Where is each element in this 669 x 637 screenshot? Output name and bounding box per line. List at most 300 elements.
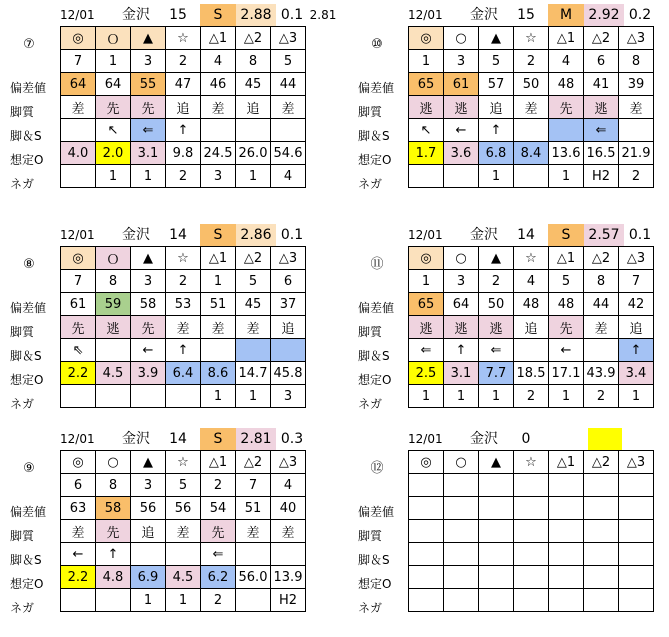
cell: 21.9 — [619, 142, 654, 165]
cell: 4.5 — [166, 566, 201, 589]
cell — [619, 119, 654, 142]
cell: 1 — [549, 385, 584, 408]
cell: 64 — [96, 73, 131, 96]
race-number: ⑩ — [371, 37, 383, 52]
race-number: ⑫ — [370, 461, 384, 476]
cell — [619, 566, 654, 589]
row-label-dev: 偏差値 — [358, 301, 395, 315]
row-label-nega: ネガ — [358, 177, 383, 191]
cell: 56 — [131, 497, 166, 520]
row-label-odds: 想定O — [358, 373, 392, 387]
cell: ○ — [444, 247, 479, 270]
cell: 追 — [166, 96, 201, 119]
dev-row — [409, 497, 654, 520]
cell — [444, 497, 479, 520]
race-score — [588, 428, 622, 450]
row-label-arrow: 脚＆S — [358, 349, 390, 363]
cell — [444, 589, 479, 612]
cell: 8.4 — [514, 142, 549, 165]
cell: 42 — [619, 293, 654, 316]
row-label-dev: 偏差値 — [358, 505, 395, 519]
cell — [236, 339, 271, 362]
cell: 5 — [549, 270, 584, 293]
cell: 40 — [271, 497, 306, 520]
cell: 1 — [409, 270, 444, 293]
cell: 6.9 — [131, 566, 166, 589]
symbol-row — [61, 451, 306, 474]
row-label-nega: ネガ — [358, 601, 383, 615]
nega-row — [409, 385, 654, 408]
prediction-grid — [60, 450, 306, 612]
cell — [514, 566, 549, 589]
cell: 5 — [271, 50, 306, 73]
style-row — [409, 96, 654, 119]
cell: 48 — [514, 293, 549, 316]
race-header — [60, 4, 380, 26]
cell — [131, 385, 166, 408]
number-row — [409, 50, 654, 73]
odds-row — [409, 142, 654, 165]
cell: 1 — [619, 385, 654, 408]
cell: 57 — [479, 73, 514, 96]
cell: ← — [131, 339, 166, 362]
cell: 5 — [166, 474, 201, 497]
cell — [409, 589, 444, 612]
row-label-style: 脚質 — [358, 325, 383, 339]
cell: 2 — [514, 50, 549, 73]
runner-count: 14 — [517, 227, 535, 243]
cell: 26.0 — [236, 142, 271, 165]
row-label-nega: ネガ — [10, 177, 35, 191]
nega-row — [409, 589, 654, 612]
cell — [514, 497, 549, 520]
cell: 追 — [619, 316, 654, 339]
cell: 13.6 — [549, 142, 584, 165]
cell: 逃 — [409, 96, 444, 119]
cell: △1 — [201, 451, 236, 474]
cell — [549, 589, 584, 612]
nega-row — [61, 165, 306, 188]
cell: ↑ — [619, 339, 654, 362]
cell: 4 — [514, 270, 549, 293]
cell — [584, 543, 619, 566]
cell: ↖ — [409, 119, 444, 142]
row-label-arrow: 脚＆S — [10, 553, 42, 567]
cell: 43.9 — [584, 362, 619, 385]
nega-row — [61, 589, 306, 612]
cell: ↑ — [96, 543, 131, 566]
cell — [271, 543, 306, 566]
cell: 先 — [131, 96, 166, 119]
race-header — [408, 428, 669, 450]
cell: 3 — [131, 474, 166, 497]
row-label-nega: ネガ — [10, 601, 35, 615]
style-row — [61, 520, 306, 543]
cell: ○ — [444, 27, 479, 50]
cell — [61, 165, 96, 188]
cell — [514, 543, 549, 566]
panel-10 — [358, 4, 669, 204]
cell — [549, 520, 584, 543]
symbol-row — [409, 451, 654, 474]
cell: 24.5 — [201, 142, 236, 165]
runner-count: 14 — [169, 431, 187, 447]
cell — [479, 497, 514, 520]
race-header — [408, 4, 669, 26]
cell — [514, 119, 549, 142]
nega-row — [409, 165, 654, 188]
cell: 64 — [444, 293, 479, 316]
cell: ☆ — [514, 27, 549, 50]
cell: 1 — [96, 50, 131, 73]
cell: 6.8 — [479, 142, 514, 165]
cell: 先 — [549, 96, 584, 119]
arrow-row — [61, 339, 306, 362]
cell: 61 — [61, 293, 96, 316]
row-label-odds: 想定O — [10, 153, 44, 167]
cell: △1 — [549, 247, 584, 270]
cell: 55 — [131, 73, 166, 96]
cell: ▲ — [479, 27, 514, 50]
cell — [444, 520, 479, 543]
cell: 1 — [131, 165, 166, 188]
cell: ☆ — [166, 27, 201, 50]
panel-9 — [10, 428, 370, 628]
nega-row — [61, 385, 306, 408]
cell: 追 — [514, 316, 549, 339]
cell — [479, 589, 514, 612]
cell — [619, 589, 654, 612]
cell: 1 — [409, 385, 444, 408]
cell: 差 — [271, 520, 306, 543]
cell: △2 — [236, 247, 271, 270]
cell: 差 — [166, 316, 201, 339]
cell: 63 — [61, 497, 96, 520]
cell: 3.1 — [131, 142, 166, 165]
cell: ↑ — [444, 339, 479, 362]
cell: 差 — [584, 316, 619, 339]
cell: 差 — [61, 96, 96, 119]
cell: 差 — [271, 96, 306, 119]
cell: ▲ — [479, 247, 514, 270]
cell: △2 — [584, 27, 619, 50]
cell: 50 — [479, 293, 514, 316]
cell: 59 — [96, 293, 131, 316]
cell: 45 — [236, 73, 271, 96]
cell: ☆ — [166, 247, 201, 270]
cell: 3 — [444, 50, 479, 73]
runner-count: 14 — [169, 227, 187, 243]
cell: 逃 — [444, 316, 479, 339]
cell: 41 — [584, 73, 619, 96]
cell: 2.0 — [96, 142, 131, 165]
cell: 44 — [271, 73, 306, 96]
cell — [236, 543, 271, 566]
row-label-dev: 偏差値 — [10, 81, 47, 95]
cell: 3 — [131, 50, 166, 73]
race-venue: 金沢 — [470, 7, 498, 23]
number-row — [61, 474, 306, 497]
race-header — [408, 224, 669, 246]
score-diff: 0.1 — [628, 227, 652, 243]
cell: 逃 — [444, 96, 479, 119]
grade-badge: S — [548, 224, 584, 246]
cell: 先 — [549, 316, 584, 339]
number-row — [409, 474, 654, 497]
cell: 逃 — [584, 96, 619, 119]
race-number: ⑦ — [23, 37, 35, 52]
cell: ▲ — [479, 451, 514, 474]
cell — [61, 119, 96, 142]
cell: 39 — [619, 73, 654, 96]
cell: 47 — [166, 73, 201, 96]
cell — [409, 474, 444, 497]
symbol-row — [409, 247, 654, 270]
cell: 2 — [166, 165, 201, 188]
cell: 9.8 — [166, 142, 201, 165]
cell: △2 — [236, 451, 271, 474]
runner-count: 15 — [169, 7, 187, 23]
cell — [409, 566, 444, 589]
runner-count: 0 — [521, 431, 531, 447]
cell — [444, 566, 479, 589]
cell: 8.6 — [201, 362, 236, 385]
cell — [619, 497, 654, 520]
cell — [409, 543, 444, 566]
cell: 1 — [236, 385, 271, 408]
cell: 逃 — [96, 316, 131, 339]
row-label-odds: 想定O — [10, 373, 44, 387]
cell: ← — [61, 543, 96, 566]
cell: △3 — [619, 247, 654, 270]
cell — [444, 474, 479, 497]
cell — [549, 497, 584, 520]
cell — [514, 474, 549, 497]
cell: △3 — [271, 451, 306, 474]
style-row — [61, 96, 306, 119]
row-label-style: 脚質 — [358, 105, 383, 119]
cell: ⇐ — [409, 339, 444, 362]
cell — [619, 474, 654, 497]
cell: ◎ — [61, 451, 96, 474]
row-label-arrow: 脚＆S — [10, 129, 42, 143]
prediction-grid — [408, 246, 654, 408]
cell: 先 — [96, 96, 131, 119]
prediction-grid — [408, 26, 654, 188]
cell: 4 — [271, 165, 306, 188]
cell: △2 — [584, 451, 619, 474]
cell: 13.9 — [271, 566, 306, 589]
symbol-row — [409, 27, 654, 50]
odds-row — [409, 362, 654, 385]
cell: 差 — [236, 316, 271, 339]
cell: ☆ — [166, 451, 201, 474]
grade-badge: M — [548, 4, 584, 26]
cell: 1 — [166, 589, 201, 612]
cell — [479, 520, 514, 543]
cell — [619, 520, 654, 543]
cell: H2 — [584, 165, 619, 188]
cell — [514, 165, 549, 188]
cell: ▲ — [131, 451, 166, 474]
number-row — [61, 50, 306, 73]
cell: △3 — [271, 247, 306, 270]
race-header — [60, 224, 380, 246]
grade-badge: S — [200, 4, 236, 26]
runner-count: 15 — [517, 7, 535, 23]
cell: ↑ — [166, 339, 201, 362]
cell: 58 — [131, 293, 166, 316]
race-header — [60, 428, 380, 450]
cell: 56.0 — [236, 566, 271, 589]
cell: ← — [549, 339, 584, 362]
race-number: ⑨ — [23, 461, 35, 476]
dev-row — [409, 73, 654, 96]
number-row — [409, 270, 654, 293]
cell — [96, 339, 131, 362]
cell: △3 — [619, 451, 654, 474]
dev-row — [61, 73, 306, 96]
cell: 2 — [584, 385, 619, 408]
cell — [549, 119, 584, 142]
cell: 45.8 — [271, 362, 306, 385]
cell — [409, 497, 444, 520]
cell: 3 — [444, 270, 479, 293]
cell — [61, 589, 96, 612]
cell: ☆ — [514, 451, 549, 474]
cell: △3 — [619, 27, 654, 50]
cell: 1 — [479, 165, 514, 188]
prediction-grid — [60, 26, 306, 188]
score-diff: 0.2 — [628, 7, 652, 23]
race-score: 2.88 — [236, 4, 276, 26]
cell: ▲ — [131, 27, 166, 50]
cell: △1 — [549, 451, 584, 474]
cell: 56 — [166, 497, 201, 520]
odds-row — [409, 566, 654, 589]
row-label-style: 脚質 — [10, 105, 35, 119]
cell: 58 — [96, 497, 131, 520]
cell: 1 — [549, 165, 584, 188]
row-label-odds: 想定O — [10, 577, 44, 591]
cell: 7.7 — [479, 362, 514, 385]
cell: Ｏ — [96, 27, 131, 50]
cell: 3.6 — [444, 142, 479, 165]
cell: ↑ — [479, 119, 514, 142]
cell: 54 — [201, 497, 236, 520]
cell: 追 — [271, 316, 306, 339]
cell — [584, 520, 619, 543]
race-number: ⑪ — [370, 257, 384, 272]
cell: 先 — [96, 520, 131, 543]
dev-row — [61, 293, 306, 316]
panel-11 — [358, 224, 669, 424]
cell: 3 — [201, 165, 236, 188]
row-label-arrow: 脚＆S — [10, 349, 42, 363]
race-venue: 金沢 — [122, 227, 150, 243]
cell: ↖ — [96, 119, 131, 142]
cell: 4 — [201, 50, 236, 73]
cell: 1 — [201, 270, 236, 293]
cell: 2 — [619, 165, 654, 188]
cell: 46 — [201, 73, 236, 96]
arrow-row — [409, 119, 654, 142]
cell: 65 — [409, 73, 444, 96]
cell: ⇐ — [201, 543, 236, 566]
cell — [514, 589, 549, 612]
cell: ⇐ — [131, 119, 166, 142]
cell: 8 — [619, 50, 654, 73]
cell: Ｏ — [96, 247, 131, 270]
dev-row — [409, 293, 654, 316]
row-label-arrow: 脚＆S — [358, 553, 390, 567]
race-date: 12/01 — [60, 228, 95, 242]
cell: 3 — [271, 385, 306, 408]
grade-badge: S — [200, 224, 236, 246]
cell: 64 — [61, 73, 96, 96]
race-venue: 金沢 — [122, 7, 150, 23]
cell: 6.2 — [201, 566, 236, 589]
cell: 5 — [236, 270, 271, 293]
cell: 1 — [444, 385, 479, 408]
race-score: 2.86 — [236, 224, 276, 246]
cell: 3.1 — [444, 362, 479, 385]
cell: 51 — [236, 497, 271, 520]
cell: 先 — [131, 316, 166, 339]
cell: 追 — [479, 96, 514, 119]
cell: 2.5 — [409, 362, 444, 385]
cell — [166, 543, 201, 566]
score-diff: 0.1 — [280, 7, 304, 23]
cell: △1 — [201, 247, 236, 270]
row-label-dev: 偏差値 — [10, 301, 47, 315]
cell: ▲ — [131, 247, 166, 270]
cell: 差 — [201, 316, 236, 339]
cell: ○ — [96, 451, 131, 474]
cell: 7 — [61, 270, 96, 293]
row-label-style: 脚質 — [358, 529, 383, 543]
odds-row — [61, 142, 306, 165]
cell: 48 — [549, 73, 584, 96]
cell — [61, 385, 96, 408]
race-date: 12/01 — [408, 228, 443, 242]
row-label-arrow: 脚＆S — [358, 129, 390, 143]
cell: 7 — [61, 50, 96, 73]
cell — [514, 339, 549, 362]
cell: 6.4 — [166, 362, 201, 385]
cell: 54.6 — [271, 142, 306, 165]
odds-row — [61, 566, 306, 589]
style-row — [409, 316, 654, 339]
cell: 3.9 — [131, 362, 166, 385]
cell: 差 — [61, 520, 96, 543]
cell: 4.0 — [61, 142, 96, 165]
cell: 45 — [236, 293, 271, 316]
cell: ⇖ — [61, 339, 96, 362]
score-diff: 0.3 — [280, 431, 304, 447]
cell: 4.5 — [96, 362, 131, 385]
score-diff: 0.1 — [280, 227, 304, 243]
row-label-odds: 想定O — [358, 153, 392, 167]
cell: 2 — [166, 50, 201, 73]
cell: 1 — [201, 385, 236, 408]
cell: 8 — [96, 270, 131, 293]
cell: 2.2 — [61, 362, 96, 385]
dev-row — [61, 497, 306, 520]
cell: 51 — [201, 293, 236, 316]
race-date: 12/01 — [60, 8, 95, 22]
symbol-row — [61, 247, 306, 270]
